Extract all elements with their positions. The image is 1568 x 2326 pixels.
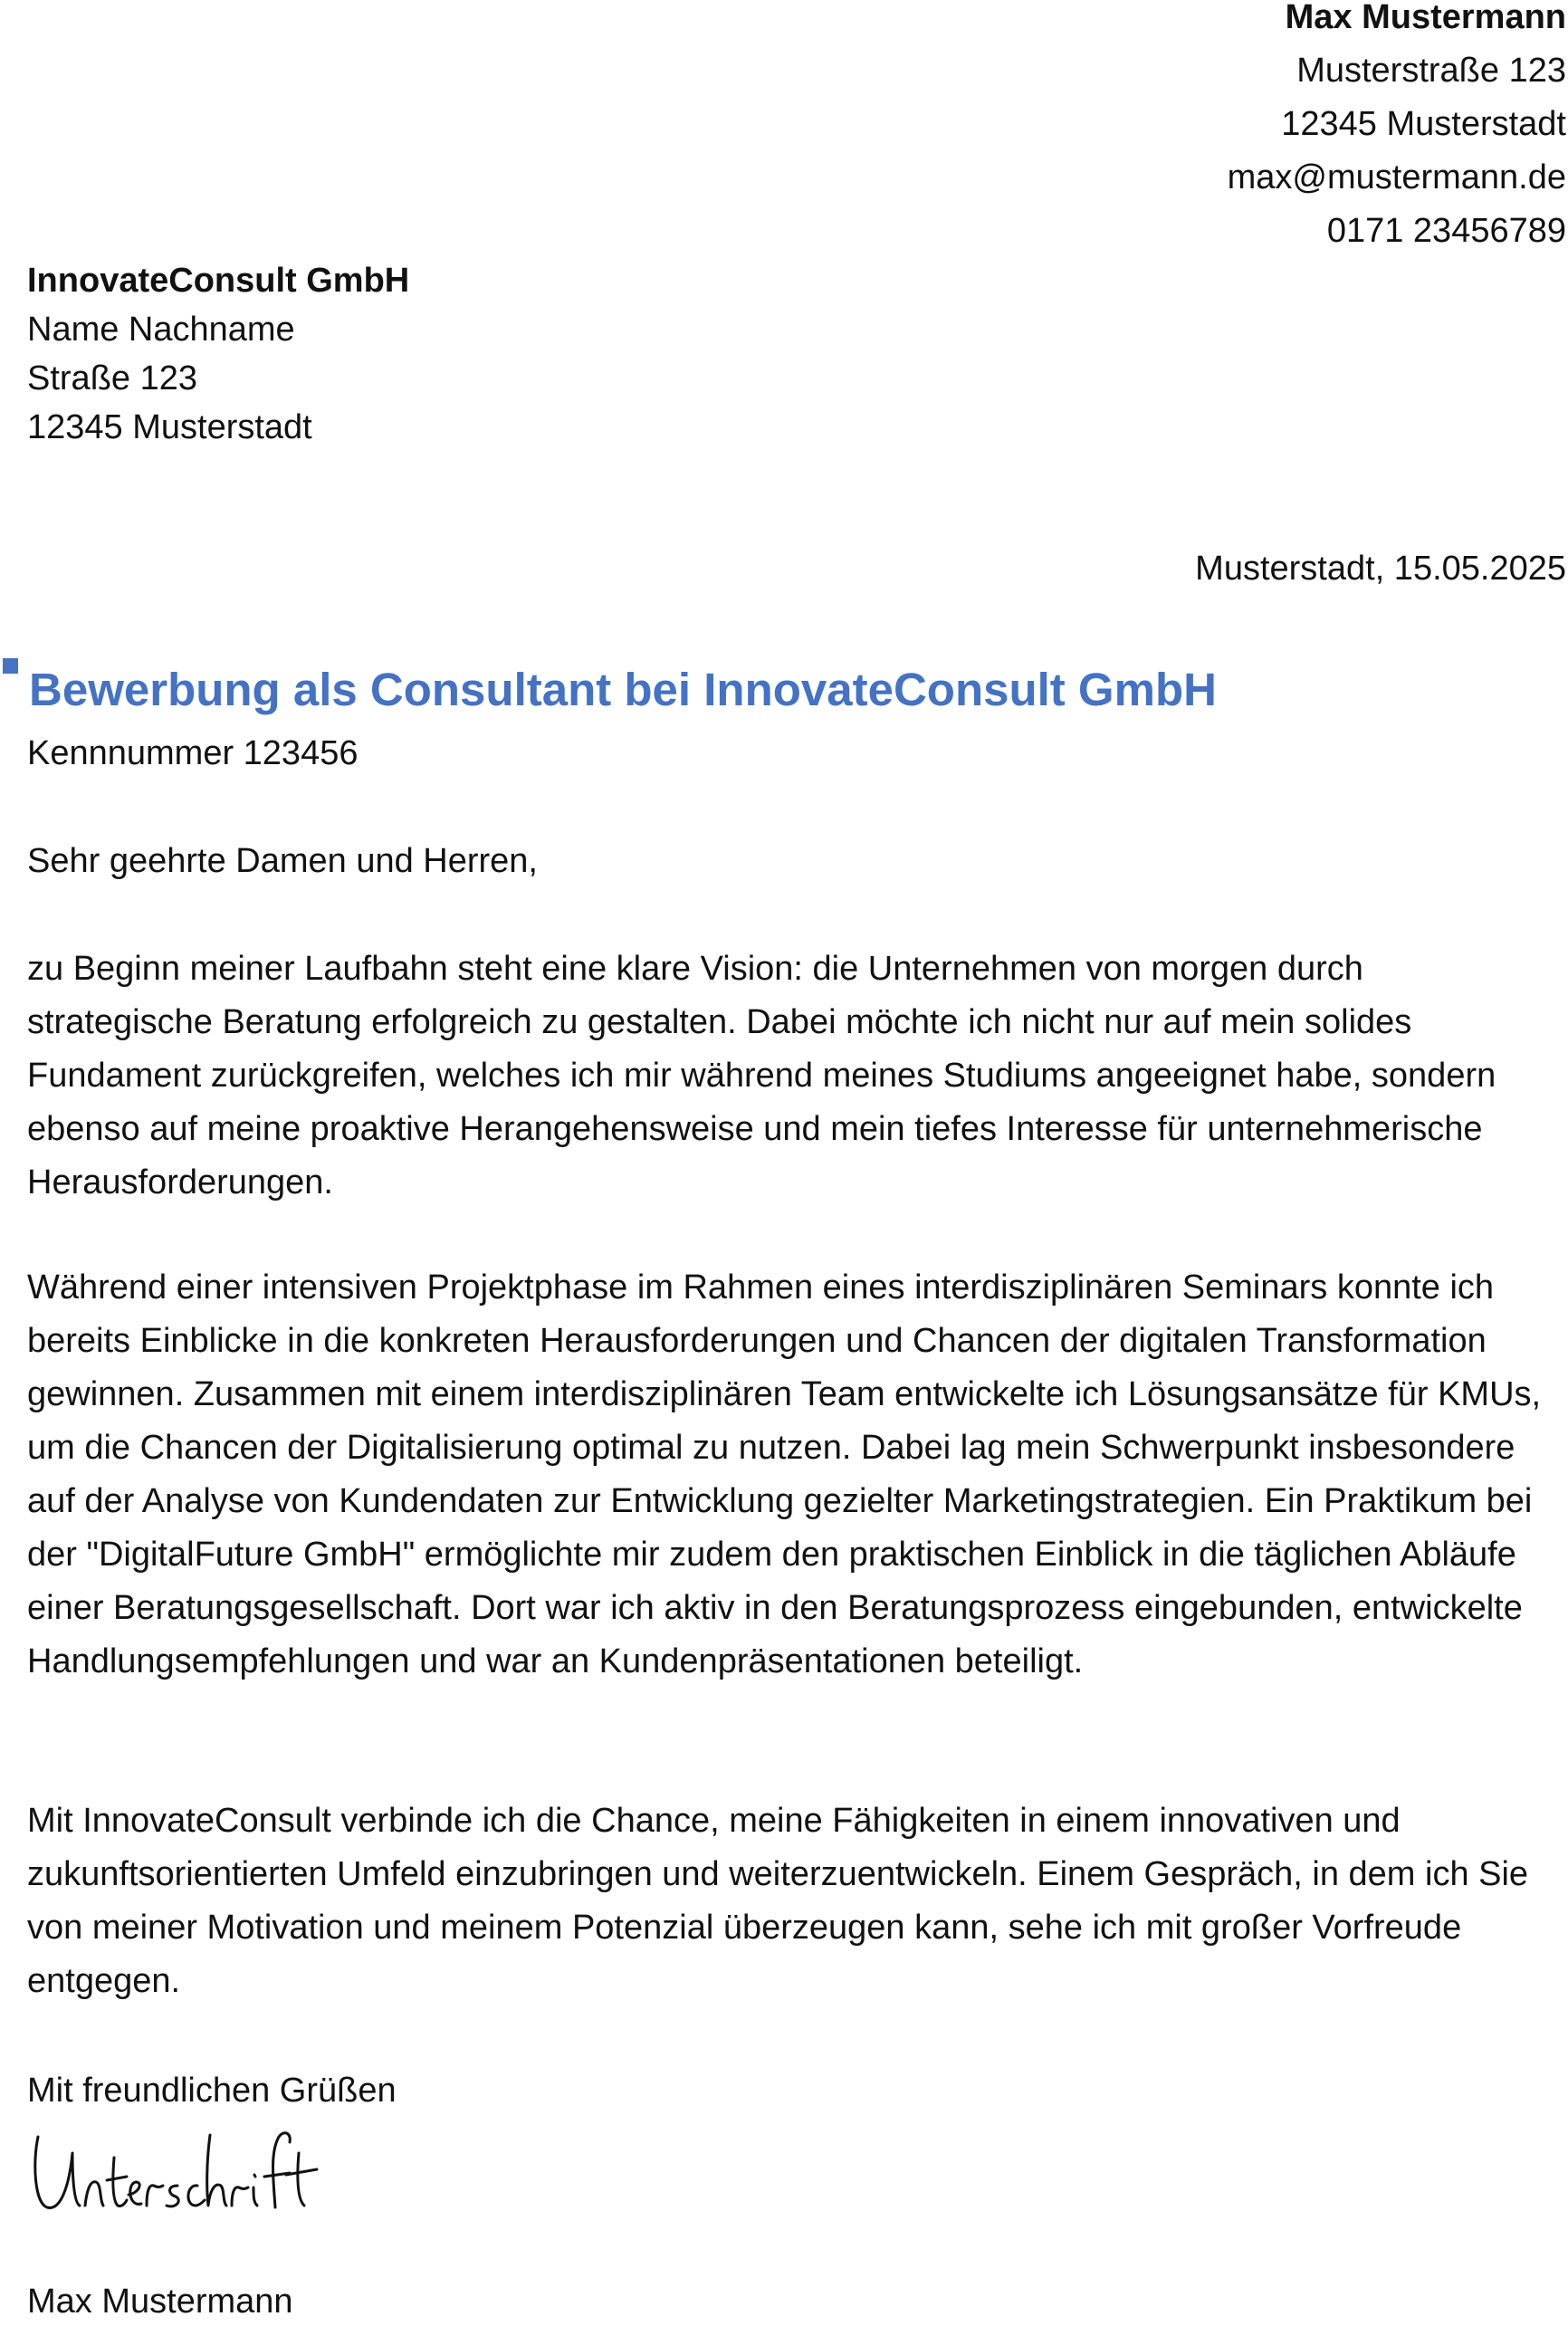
- handwritten-signature: [27, 2117, 326, 2235]
- recipient-city: 12345 Musterstadt: [27, 408, 312, 446]
- signer-name: Max Mustermann: [27, 2283, 293, 2321]
- recipient-address-block: [27, 256, 409, 452]
- sender-address-block: [1228, 0, 1566, 258]
- sender-city: 12345 Musterstadt: [1281, 105, 1566, 143]
- sender-email: max@mustermann.de: [1227, 158, 1566, 196]
- recipient-company: InnovateConsult GmbH: [27, 262, 410, 300]
- recipient-street: Straße 123: [27, 359, 197, 397]
- salutation: Sehr geehrte Damen und Herren,: [27, 842, 538, 880]
- reference-number: Kennnummer 123456: [27, 734, 359, 772]
- sender-street: Musterstraße 123: [1296, 52, 1566, 90]
- date-line: Musterstadt, 15.05.2025: [1195, 550, 1566, 588]
- body-paragraph-2: Während einer intensiven Projektphase im Rahmen eines interdisziplinären Seminars konnte ich bereits Einblicke in die konkreten Herausforderungen und Chancen der digitalen Transformation gewinnen. Zusammen mit einem interdisziplinären Team entwickelte ich Lösungsansätze für KMUs, um die Chancen der Digitalisierung optimal zu nutzen. Dabei lag mein Schwerpunkt insbesondere auf der Analyse von Kundendaten zur Entwicklung gezielter Marketingstrategien. Ein Praktikum bei der "DigitalFuture GmbH" ermöglichte mir zudem den praktischen Einblick in die täglichen Abläufe einer Beratungsgesellschaft. Dort war ich aktiv in den Beratungsprozess eingebunden, entwickelte Handlungsempfehlungen und war an Kundenpräsentationen beteiligt.: [27, 1268, 1542, 1680]
- closing-line: Mit freundlichen Grüßen: [27, 2072, 397, 2110]
- sender-name: Max Mustermann: [1285, 0, 1566, 36]
- heading-marker-icon: [3, 658, 18, 674]
- subject-heading: Bewerbung als Consultant bei InnovateConsult GmbH: [29, 664, 1217, 715]
- body-paragraph-3: Mit InnovateConsult verbinde ich die Chance, meine Fähigkeiten in einem innovativen und zukunftsorientierten Umfeld einzubringen und weiterzuentwickeln. Einem Gespräch, in dem ich Sie von meiner Motivation und meinem Potenzial überzeugen kann, sehe ich mit großer Vorfreude entgegen.: [27, 1802, 1529, 2000]
- sender-phone: 0171 23456789: [1326, 212, 1566, 250]
- recipient-contact: Name Nachname: [27, 311, 295, 349]
- body-paragraph-1: zu Beginn meiner Laufbahn steht eine klare Vision: die Unternehmen von morgen durch strategische Beratung erfolgreich zu gestalten. Dabei möchte ich nicht nur auf mein solides Fundament zurückgreifen, welches ich mir während meines Studiums angeeignet habe, sondern ebenso auf meine proaktive Herangehensweise und mein tiefes Interesse für unternehmerische Herausforderungen.: [27, 950, 1496, 1201]
